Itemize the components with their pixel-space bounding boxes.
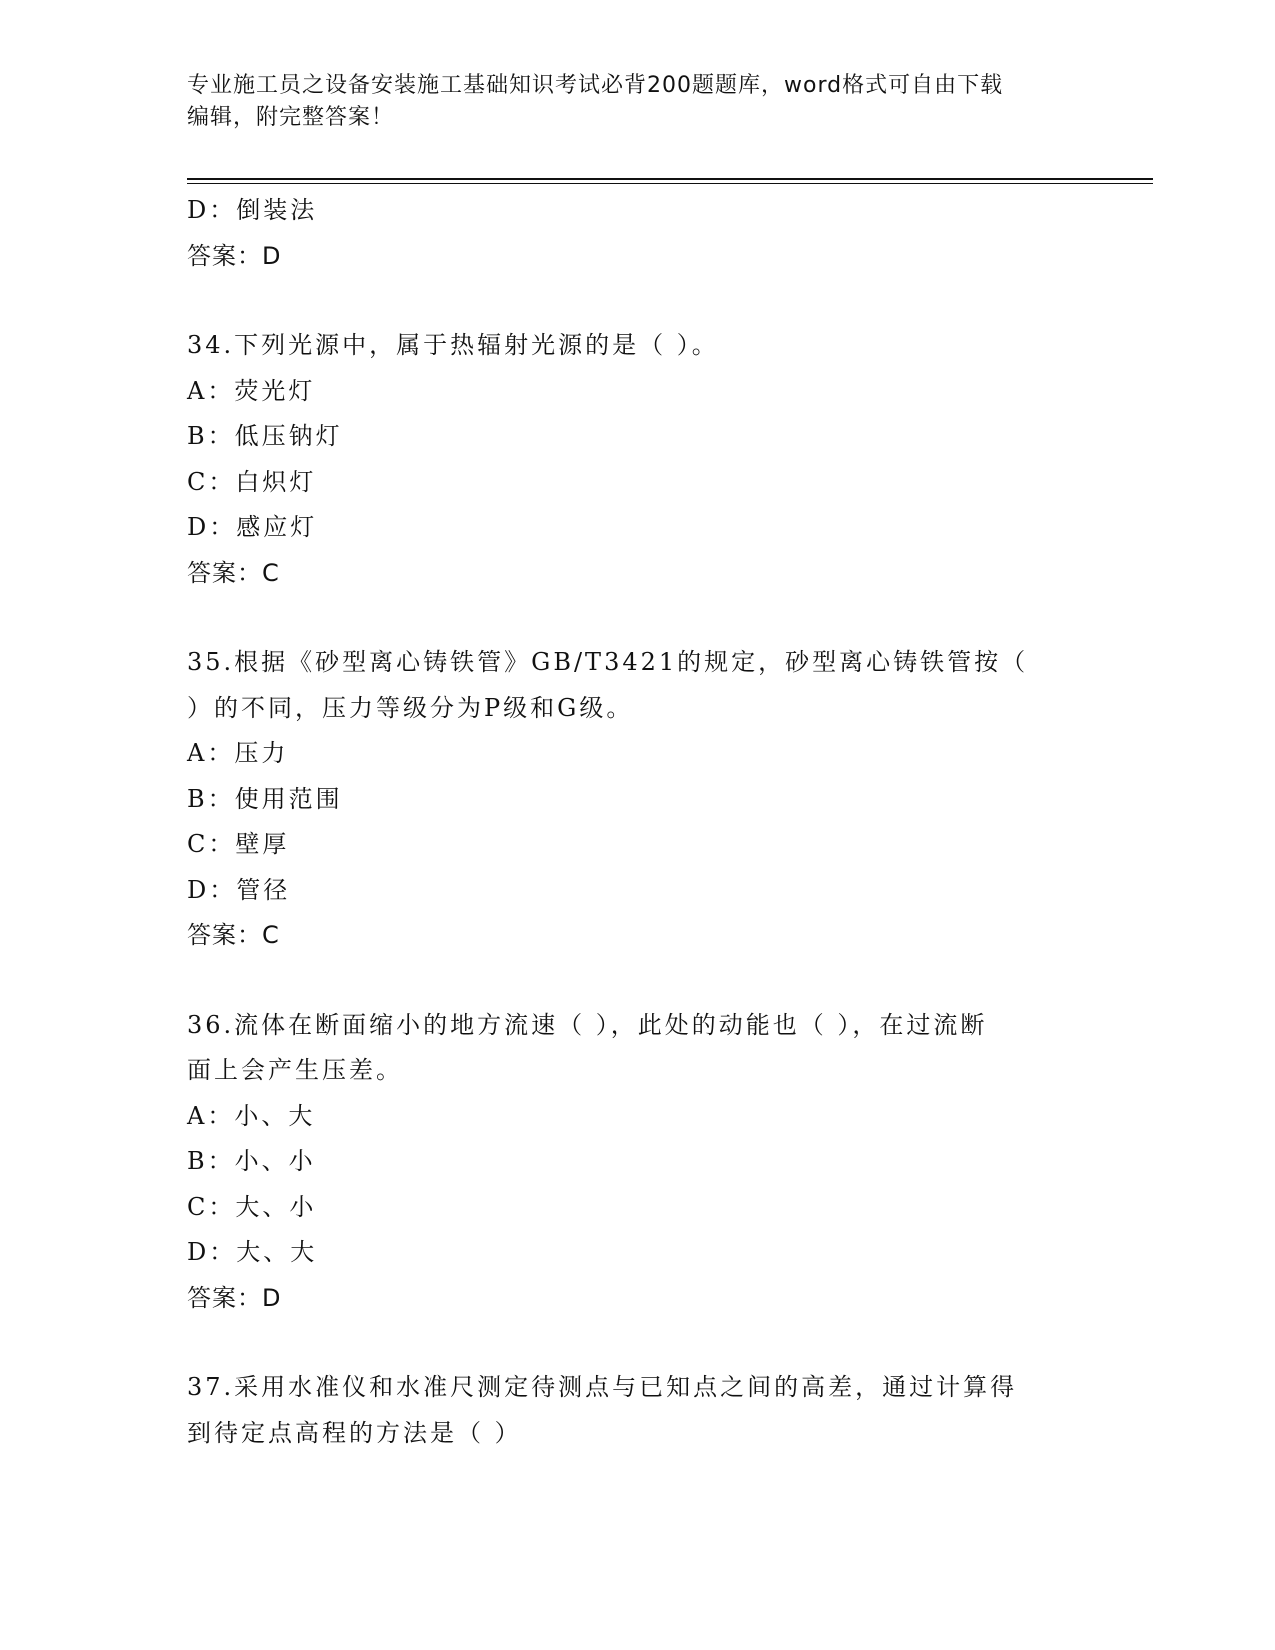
header-line-1: 专业施工员之设备安装施工基础知识考试必背200题题库，word格式可自由下载 [187,73,1004,98]
answer: 答案：C [187,921,280,949]
answer: 答案：D [187,1283,282,1312]
question-stem-line-1: 37.采用水准仪和水准尺测定待测点与已知点之间的高差，通过计算得 [187,1373,1018,1401]
question-stem-line-1: 35.根据《砂型离心铸铁管》GB/T3421的规定，砂型离心铸铁管按（ [187,648,1029,676]
option-b: B：使用范围 [187,784,343,813]
option-d: D：倒装法 [187,196,318,224]
question-35 [187,640,1087,959]
option-a: A：压力 [187,739,289,767]
header-line-2: 编辑，附完整答案！ [187,105,395,130]
option-a: A：荧光灯 [187,376,316,405]
header-divider-thin [187,183,1153,184]
document-header [187,70,1067,134]
question-33 [187,188,1087,279]
option-d: D：感应灯 [187,513,318,541]
option-b: B：小、小 [187,1147,316,1175]
option-d: D：大、大 [187,1238,318,1266]
option-b: B：低压钠灯 [187,422,343,450]
question-stem-line-2: 面上会产生压差。 [187,1056,403,1084]
answer: 答案：C [187,558,280,587]
option-c: C：大、小 [187,1192,317,1221]
answer: 答案：D [187,241,282,270]
header-divider-thick [187,178,1153,180]
question-36 [187,1003,1087,1322]
option-a: A：小、大 [187,1101,316,1130]
option-c: C：壁厚 [187,830,290,858]
option-c: C：白炽灯 [187,467,317,496]
question-stem-line-1: 36.流体在断面缩小的地方流速（ ），此处的动能也（ ），在过流断 [187,1010,988,1039]
question-stem: 34.下列光源中，属于热辐射光源的是（ ）。 [187,331,719,359]
question-stem-line-2: 到待定点高程的方法是（ ） [187,1418,522,1447]
option-d: D：管径 [187,875,291,904]
question-stem-line-2: ）的不同，压力等级分为P级和G级。 [187,693,634,722]
question-list [187,188,1087,1456]
question-34 [187,323,1087,596]
question-37 [187,1365,1087,1456]
